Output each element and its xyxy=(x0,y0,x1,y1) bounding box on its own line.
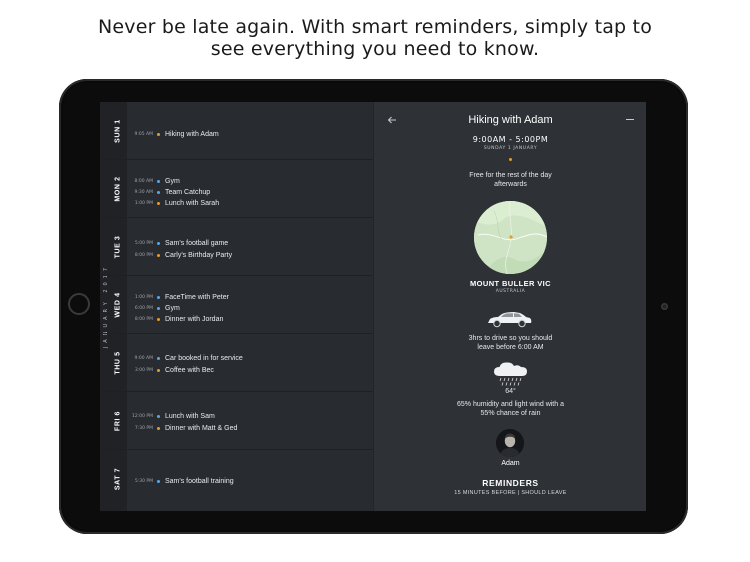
free-time-note xyxy=(374,171,646,189)
day-label: SAT 7 xyxy=(114,467,122,491)
event-item[interactable] xyxy=(130,423,370,434)
event-item[interactable] xyxy=(130,176,370,187)
weather-line-1: 65% humidity and light wind with a xyxy=(456,401,564,408)
event-color-dot xyxy=(157,307,160,310)
rain-cloud-icon xyxy=(492,361,530,387)
day-row-thu-5[interactable] xyxy=(100,334,373,392)
day-row-sat-7[interactable] xyxy=(100,450,373,511)
event-time: 7:30 PM xyxy=(134,426,153,431)
day-row-sun-1[interactable] xyxy=(100,102,373,160)
home-button[interactable] xyxy=(68,293,90,315)
location-name: MOUNT BULLER VIC xyxy=(470,279,551,288)
event-color-dot xyxy=(157,318,160,321)
day-row-tue-3[interactable] xyxy=(100,218,373,276)
event-item[interactable] xyxy=(130,476,370,487)
event-color-dot xyxy=(157,133,160,136)
reminders-subtitle[interactable]: 15 MINUTES BEFORE | SHOULD LEAVE xyxy=(454,490,567,496)
event-title: Coffee with Bec xyxy=(165,367,214,374)
week-agenda-panel xyxy=(100,102,373,511)
day-label: MON 2 xyxy=(114,176,122,202)
headline-line-1: Never be late again. With smart reminders, simply tap to xyxy=(97,16,653,38)
event-item[interactable] xyxy=(130,187,370,198)
event-color-dot xyxy=(157,254,160,257)
headline-line-2: see everything you need to know. xyxy=(210,38,540,60)
location-map[interactable] xyxy=(474,201,547,274)
event-detail-title: Hiking with Adam xyxy=(468,114,553,126)
weather-line-2: 55% chance of rain xyxy=(480,410,541,417)
event-time: 1:00 PM xyxy=(134,201,153,206)
event-title: Gym xyxy=(165,305,180,312)
event-date: SUNDAY 1 JANUARY xyxy=(483,146,538,151)
temperature: 64° xyxy=(505,388,516,395)
event-title: Lunch with Sam xyxy=(165,413,215,420)
event-color-dot xyxy=(157,296,160,299)
event-title: Dinner with Jordan xyxy=(165,316,224,323)
drive-line-2: leave before 6:00 AM xyxy=(477,344,544,351)
event-item[interactable] xyxy=(130,353,370,364)
event-item[interactable] xyxy=(130,365,370,376)
event-title: Team Catchup xyxy=(165,189,211,196)
day-label: WED 4 xyxy=(114,292,122,318)
event-color-dot xyxy=(157,369,160,372)
day-label: FRI 6 xyxy=(114,410,122,432)
event-color-dot xyxy=(157,427,160,430)
event-item[interactable] xyxy=(130,292,370,303)
event-time: 8:00 PM xyxy=(134,317,153,322)
day-row-mon-2[interactable] xyxy=(100,160,373,218)
event-time-range: 9:00AM - 5:00PM xyxy=(472,135,549,144)
event-title: Dinner with Matt & Ged xyxy=(165,425,238,432)
event-title: Sam's football game xyxy=(165,240,229,247)
reminders-title: REMINDERS xyxy=(482,478,539,488)
event-title: Sam's football training xyxy=(165,478,234,485)
event-item[interactable] xyxy=(130,250,370,261)
event-title: Car booked in for service xyxy=(165,355,243,362)
event-color-dot xyxy=(157,242,160,245)
avatar[interactable] xyxy=(496,429,524,457)
day-label: TUE 3 xyxy=(114,235,122,259)
event-item[interactable] xyxy=(130,411,370,422)
event-time: 9:00 AM xyxy=(134,356,153,361)
event-title: Gym xyxy=(165,178,180,185)
event-item[interactable] xyxy=(130,303,370,314)
event-time: 1:00 PM xyxy=(134,295,153,300)
app-screen xyxy=(100,102,646,511)
day-row-fri-6[interactable] xyxy=(100,392,373,450)
free-time-line-1: Free for the rest of the day xyxy=(469,172,552,179)
drive-note xyxy=(374,334,646,352)
event-color-dot xyxy=(157,202,160,205)
event-detail-panel xyxy=(373,102,646,511)
event-time: 5:00 PM xyxy=(134,241,153,246)
event-time: 8:00 PM xyxy=(134,253,153,258)
drive-line-1: 3hrs to drive so you should xyxy=(468,335,553,342)
event-time: 12:00 PM xyxy=(132,414,153,419)
event-title: Carly's Birthday Party xyxy=(165,252,233,259)
event-time: 8:00 AM xyxy=(134,179,153,184)
event-item[interactable] xyxy=(130,129,370,140)
day-row-wed-4[interactable] xyxy=(100,276,373,334)
event-item[interactable] xyxy=(130,238,370,249)
event-title: Lunch with Sarah xyxy=(165,200,220,207)
month-label: JANUARY 2017 xyxy=(103,263,109,349)
event-title: FaceTime with Peter xyxy=(165,294,229,301)
event-time: 6:00 PM xyxy=(134,306,153,311)
event-color-dot xyxy=(157,480,160,483)
event-color-dot xyxy=(157,191,160,194)
day-label: SUN 1 xyxy=(114,119,122,143)
marketing-headline xyxy=(0,16,750,60)
event-color-dot xyxy=(509,158,512,161)
free-time-line-2: afterwards xyxy=(494,181,527,188)
day-label: THU 5 xyxy=(114,351,122,375)
camera-icon xyxy=(661,303,668,310)
weather-note xyxy=(374,400,646,418)
event-time: 3:00 PM xyxy=(134,368,153,373)
event-time: 5:30 PM xyxy=(134,479,153,484)
attendee-name: Adam xyxy=(501,460,520,467)
car-icon xyxy=(484,309,534,329)
event-color-dot xyxy=(157,357,160,360)
event-color-dot xyxy=(157,415,160,418)
event-time: 9:30 AM xyxy=(134,190,153,195)
event-color-dot xyxy=(157,180,160,183)
event-item[interactable] xyxy=(130,314,370,325)
event-time: 9:05 AM xyxy=(134,132,153,137)
event-item[interactable] xyxy=(130,198,370,209)
location-country: AUSTRALIA xyxy=(495,289,526,294)
event-title: Hiking with Adam xyxy=(165,131,219,138)
